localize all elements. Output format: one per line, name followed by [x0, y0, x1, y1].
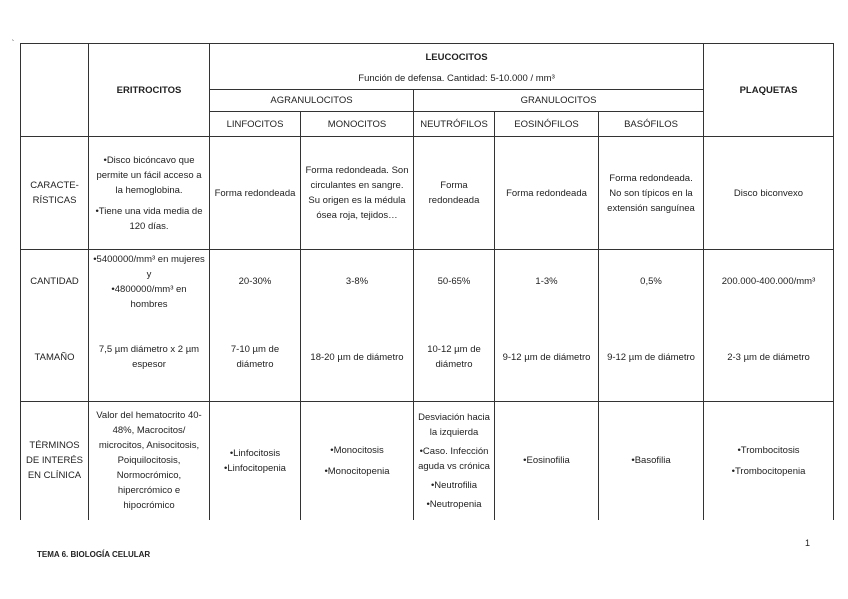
terminos-basofilos [599, 402, 704, 520]
terminos-neutrofilos-line: Desviación hacia la izquierda [418, 411, 490, 438]
terminos-linfocitos-line: •Linfocitosis [229, 447, 281, 459]
tamano-monocitos: 18-20 µm de diámetro [301, 314, 414, 402]
terminos-plaquetas [704, 402, 834, 520]
cantidad-linfocitos: 20-30% [210, 250, 301, 314]
tamano-basofilos: 9-12 µm de diámetro [599, 314, 704, 402]
terminos-plaquetas-line: •Trombocitopenia [731, 465, 806, 477]
terminos-plaquetas-line: •Trombocitosis [737, 444, 800, 456]
caracteristicas-eritrocitos-line: •Tiene una vida media de 120 días. [95, 205, 203, 232]
header-eritrocitos: ERITROCITOS [89, 44, 210, 137]
terminos-basofilos-line: •Basofilia [631, 455, 671, 467]
caracteristicas-plaquetas: Disco biconvexo [704, 137, 834, 250]
corner-mark: ˻ [12, 34, 15, 41]
terminos-monocitos-line: •Monocitopenia [324, 465, 390, 477]
terminos-neutrofilos-line: •Neutrofilia [430, 479, 478, 491]
header-eosinofilos: EOSINÓFILOS [495, 112, 599, 137]
header-leucocitos [210, 44, 704, 90]
cantidad-eritrocitos-line: •5400000/mm³ en mujeres y [93, 253, 205, 280]
tamano-neutrofilos: 10-12 µm de diámetro [414, 314, 495, 402]
terminos-monocitos [301, 402, 414, 520]
terminos-neutrofilos-line: •Neutropenia [426, 498, 482, 510]
caracteristicas-eosinofilos: Forma redondeada [495, 137, 599, 250]
cantidad-eritrocitos [89, 250, 210, 314]
header-granulocitos: GRANULOCITOS [414, 90, 704, 112]
row-label-cantidad: CANTIDAD [21, 250, 89, 314]
caracteristicas-basofilos: Forma redondeada. No son típicos en la extensión sanguínea [599, 137, 704, 250]
caracteristicas-eritrocitos [89, 137, 210, 250]
terminos-eosinofilos [495, 402, 599, 520]
row-label-tamano: TAMAÑO [21, 314, 89, 402]
leucocitos-subtitle: Función de defensa. Cantidad: 5-10.000 / mm³ [358, 72, 555, 84]
terminos-linfocitos [210, 402, 301, 520]
caracteristicas-eritrocitos-line: •Disco bicóncavo que permite un fácil acceso a la hemoglobina. [96, 154, 202, 196]
row-label-terminos: TÉRMINOS DE INTERÉS EN CLÍNICA [21, 402, 89, 520]
header-basofilos: BASÓFILOS [599, 112, 704, 137]
blood-cells-table [20, 43, 834, 520]
cantidad-plaquetas: 200.000-400.000/mm³ [704, 250, 834, 314]
header-monocitos: MONOCITOS [301, 112, 414, 137]
cantidad-basofilos: 0,5% [599, 250, 704, 314]
tamano-eosinofilos: 9-12 µm de diámetro [495, 314, 599, 402]
header-neutrofilos: NEUTRÓFILOS [414, 112, 495, 137]
header-linfocitos: LINFOCITOS [210, 112, 301, 137]
terminos-neutrofilos [414, 402, 495, 520]
header-plaquetas: PLAQUETAS [704, 44, 834, 137]
cantidad-eosinofilos: 1-3% [495, 250, 599, 314]
tamano-linfocitos: 7-10 µm de diámetro [210, 314, 301, 402]
terminos-monocitos-line: •Monocitosis [330, 444, 384, 456]
terminos-eritrocitos: Valor del hematocrito 40-48%, Macrocitos/ microcitos, Anisocitosis, Poiquilocitosis, Normocrómico, hipercrómico e hipocrómico [89, 402, 210, 520]
caracteristicas-linfocitos: Forma redondeada [210, 137, 301, 250]
footer-chapter-title: TEMA 6. BIOLOGÍA CELULAR [37, 550, 151, 559]
terminos-neutrofilos-line: •Caso. Infección aguda vs crónica [418, 445, 490, 472]
header-agranulocitos: AGRANULOCITOS [210, 90, 414, 112]
tamano-plaquetas: 2-3 µm de diámetro [704, 314, 834, 402]
page-number: 1 [805, 538, 811, 548]
cantidad-eritrocitos-line: •4800000/mm³ en hombres [111, 283, 187, 310]
terminos-linfocitos-line: •Linfocitopenia [224, 462, 286, 474]
row-label-caracteristicas: CARACTE-RÍSTICAS [21, 137, 89, 250]
leucocitos-title: LEUCOCITOS [425, 51, 488, 63]
tamano-eritrocitos: 7,5 µm diámetro x 2 µm espesor [89, 314, 210, 402]
cantidad-monocitos: 3-8% [301, 250, 414, 314]
cantidad-neutrofilos: 50-65% [414, 250, 495, 314]
corner-cell [21, 44, 89, 137]
caracteristicas-neutrofilos: Forma redondeada [414, 137, 495, 250]
terminos-eosinofilos-line: •Eosinofilia [523, 455, 570, 467]
caracteristicas-monocitos: Forma redondeada. Son circulantes en sangre. Su origen es la médula ósea roja, tejidos… [301, 137, 414, 250]
